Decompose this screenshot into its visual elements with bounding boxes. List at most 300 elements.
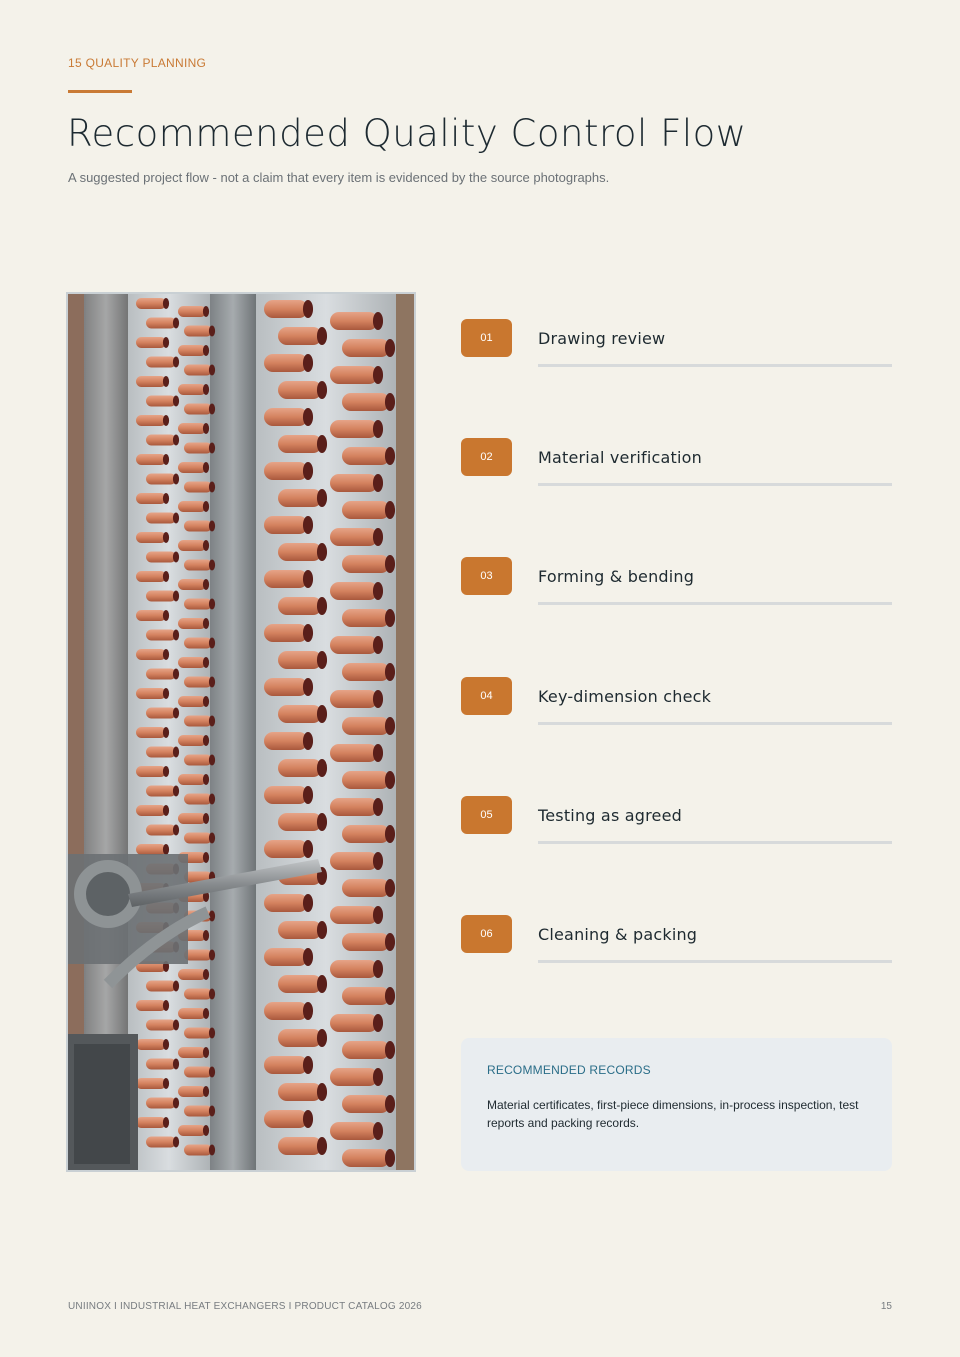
tube-opening [317,975,327,993]
copper-tube [136,532,166,543]
copper-tube [178,306,206,317]
copper-tube [330,420,378,438]
tube-opening [373,528,383,546]
tube-opening [317,1029,327,1047]
copper-tube-coil-photo [66,292,416,1172]
copper-tube [184,638,212,649]
copper-tube [264,570,308,588]
tube-opening [173,786,179,797]
copper-tube [342,933,390,951]
tube-opening [385,447,395,465]
copper-tube [278,1083,322,1101]
copper-tube [184,443,212,454]
copper-tube [136,415,166,426]
tube-opening [173,1098,179,1109]
copper-tube [184,677,212,688]
copper-tube [146,513,176,524]
copper-tube [278,1029,322,1047]
copper-tube [278,381,322,399]
copper-tube [264,786,308,804]
copper-tube [184,1067,212,1078]
tube-opening [209,677,215,688]
tube-opening [173,396,179,407]
tube-opening [373,474,383,492]
tube-opening [303,516,313,534]
tube-opening [209,443,215,454]
copper-tube [136,844,166,855]
copper-tube [184,365,212,376]
footer-page-number: 15 [880,1301,892,1312]
tube-opening [173,513,179,524]
tube-opening [209,1028,215,1039]
tube-opening [163,766,169,777]
tube-opening [317,759,327,777]
tube-opening [373,582,383,600]
records-body: Material certificates, first-piece dimensions, in-process inspection, test reports and packing records. [487,1098,859,1130]
copper-tube [330,798,378,816]
copper-tube [146,1020,176,1031]
tube-opening [303,1110,313,1128]
tube-opening [203,579,209,590]
copper-tube [342,393,390,411]
tube-opening [173,1059,179,1070]
copper-tube [278,327,322,345]
copper-tube [178,618,206,629]
tube-opening [385,663,395,681]
tube-opening [203,1086,209,1097]
tube-opening [209,755,215,766]
tube-opening [203,696,209,707]
qc-step-2 [461,438,892,488]
tube-opening [163,493,169,504]
qc-step-6 [461,915,892,965]
tube-opening [209,1145,215,1156]
tube-opening [163,298,169,309]
copper-tube [278,921,322,939]
copper-tube [330,366,378,384]
records-title: RECOMMENDED RECORDS [487,1063,651,1077]
copper-tube [264,1110,308,1128]
copper-tube [146,357,176,368]
tube-opening [209,1106,215,1117]
copper-tube [178,1125,206,1136]
copper-tube [264,1056,308,1074]
tube-opening [317,435,327,453]
copper-tube [264,624,308,642]
tube-opening [303,570,313,588]
copper-tube [330,312,378,330]
coil-illustration [68,294,414,1170]
tube-opening [163,376,169,387]
copper-tube [146,591,176,602]
copper-tube [178,540,206,551]
copper-tube [178,813,206,824]
copper-tube [330,1014,378,1032]
tube-opening [385,1149,395,1167]
tube-opening [209,404,215,415]
step-label: Key-dimension check [538,687,712,706]
copper-tube [264,948,308,966]
copper-tube [178,384,206,395]
tube-opening [163,688,169,699]
copper-tube [184,326,212,337]
tube-opening [385,1095,395,1113]
copper-tube [342,879,390,897]
tube-opening [303,1002,313,1020]
tube-opening [203,1047,209,1058]
tube-opening [163,1000,169,1011]
copper-tube [178,774,206,785]
copper-tube [264,1002,308,1020]
tube-opening [385,987,395,1005]
copper-tube [278,759,322,777]
copper-tube [178,657,206,668]
copper-tube [184,482,212,493]
copper-tube [278,651,322,669]
tube-opening [163,1117,169,1128]
copper-tube [278,813,322,831]
step-number-badge: 06 [461,915,512,953]
copper-tube [178,501,206,512]
copper-tube [146,708,176,719]
tube-opening [173,981,179,992]
copper-tube [264,840,308,858]
copper-tube [136,376,166,387]
copper-tube [264,516,308,534]
tube-opening [163,805,169,816]
copper-tube [342,609,390,627]
tube-opening [385,501,395,519]
copper-tube [342,1041,390,1059]
copper-tube [136,649,166,660]
copper-tube [146,318,176,329]
tube-opening [373,636,383,654]
tube-opening [385,879,395,897]
copper-tube [136,298,166,309]
copper-tube [178,345,206,356]
tube-opening [163,415,169,426]
recommended-records-panel [461,1038,892,1171]
tube-opening [373,960,383,978]
copper-tube [342,339,390,357]
qc-step-5 [461,796,892,846]
copper-tube [178,423,206,434]
copper-tube [146,825,176,836]
step-number-badge: 05 [461,796,512,834]
qc-step-1 [461,319,892,369]
copper-tube [184,833,212,844]
copper-tube [330,744,378,762]
tube-opening [163,1039,169,1050]
tube-opening [303,786,313,804]
tube-opening [303,354,313,372]
tube-opening [203,969,209,980]
copper-tube [264,408,308,426]
copper-tube [178,462,206,473]
tube-opening [209,482,215,493]
copper-tube [342,1095,390,1113]
step-number-badge: 02 [461,438,512,476]
tube-opening [173,435,179,446]
copper-tube [342,555,390,573]
step-divider [538,364,892,367]
tube-opening [385,555,395,573]
step-label: Material verification [538,448,702,467]
tube-opening [317,813,327,831]
tube-opening [373,798,383,816]
copper-tube [146,1137,176,1148]
copper-tube [342,447,390,465]
tube-opening [373,1122,383,1140]
step-divider [538,722,892,725]
tube-opening [303,1056,313,1074]
tube-opening [173,1020,179,1031]
tube-opening [373,366,383,384]
step-divider [538,483,892,486]
copper-tube [264,354,308,372]
copper-tube [146,396,176,407]
copper-tube [330,1068,378,1086]
tube-opening [203,384,209,395]
copper-tube [136,1000,166,1011]
step-number-badge: 03 [461,557,512,595]
tube-opening [203,735,209,746]
tube-opening [385,609,395,627]
copper-tube [146,1098,176,1109]
copper-tube [264,894,308,912]
tube-opening [317,1137,327,1155]
step-divider [538,960,892,963]
copper-tube [342,717,390,735]
tube-opening [303,300,313,318]
copper-tube [136,454,166,465]
copper-tube [342,1149,390,1167]
tube-opening [163,571,169,582]
copper-tube [178,1086,206,1097]
copper-tube [264,678,308,696]
copper-tube [136,688,166,699]
copper-tube [178,579,206,590]
tube-opening [385,1041,395,1059]
copper-tube [330,528,378,546]
copper-tube [278,489,322,507]
tube-opening [373,906,383,924]
copper-tube [278,705,322,723]
copper-tube [278,543,322,561]
tube-opening [373,312,383,330]
tube-opening [209,833,215,844]
tube-opening [385,339,395,357]
tube-opening [209,365,215,376]
tube-opening [385,717,395,735]
tube-opening [209,794,215,805]
qc-step-4 [461,677,892,727]
copper-tube [184,599,212,610]
tube-opening [203,462,209,473]
copper-tube [184,755,212,766]
tube-opening [303,840,313,858]
tube-opening [163,727,169,738]
tube-opening [385,825,395,843]
copper-tube [146,1059,176,1070]
tube-opening [209,716,215,727]
tube-opening [209,1067,215,1078]
copper-tube [342,825,390,843]
tube-opening [317,597,327,615]
tube-opening [203,501,209,512]
tube-opening [317,327,327,345]
copper-tube [330,582,378,600]
tube-opening [317,489,327,507]
copper-tube [184,989,212,1000]
tube-opening [317,543,327,561]
copper-tube [330,906,378,924]
copper-tube [342,771,390,789]
tube-opening [173,669,179,680]
step-label: Forming & bending [538,567,695,586]
copper-tube [184,716,212,727]
eyebrow-rule [68,90,132,93]
tube-opening [203,657,209,668]
page-title: Recommended Quality Control Flow [67,112,747,155]
copper-tube [184,560,212,571]
tube-opening [303,408,313,426]
copper-tube [278,975,322,993]
tube-opening [173,318,179,329]
copper-tube [330,960,378,978]
tube-opening [173,357,179,368]
copper-tube [136,805,166,816]
tube-opening [209,989,215,1000]
copper-tube [330,1122,378,1140]
tube-opening [173,552,179,563]
copper-tube [146,786,176,797]
copper-tube [342,663,390,681]
tube-opening [203,813,209,824]
tube-opening [203,345,209,356]
tube-opening [385,933,395,951]
tube-opening [203,540,209,551]
tube-opening [317,921,327,939]
tube-opening [373,690,383,708]
copper-tube [136,1078,166,1089]
tube-opening [203,618,209,629]
tube-opening [173,1137,179,1148]
tube-opening [209,911,215,922]
copper-tube [146,981,176,992]
page-subtitle: A suggested project flow - not a claim that every item is evidenced by the source photographs. [68,170,610,185]
copper-tube [184,794,212,805]
tube-opening [317,1083,327,1101]
tube-opening [209,638,215,649]
copper-tube [184,1106,212,1117]
tube-opening [163,1078,169,1089]
tube-opening [373,1014,383,1032]
tube-opening [373,744,383,762]
copper-tube [178,735,206,746]
tube-opening [209,950,215,961]
tube-opening [203,852,209,863]
tube-opening [303,624,313,642]
copper-tube [136,610,166,621]
copper-tube [330,852,378,870]
copper-tube [146,435,176,446]
tube-opening [203,930,209,941]
step-divider [538,602,892,605]
copper-tube [146,747,176,758]
copper-tube [136,571,166,582]
tube-opening [303,894,313,912]
tube-opening [163,649,169,660]
tube-opening [203,423,209,434]
copper-tube [136,766,166,777]
copper-tube [136,337,166,348]
tube-opening [173,708,179,719]
tube-opening [173,591,179,602]
tube-opening [203,1008,209,1019]
copper-tube [330,474,378,492]
tube-opening [173,747,179,758]
tube-opening [203,1125,209,1136]
qc-step-3 [461,557,892,607]
copper-tube [184,950,212,961]
step-divider [538,841,892,844]
tube-opening [373,1068,383,1086]
copper-tube [184,404,212,415]
tube-opening [163,454,169,465]
tube-opening [303,948,313,966]
copper-tube [278,435,322,453]
copper-tube [178,1047,206,1058]
tube-opening [163,532,169,543]
copper-tube [178,1008,206,1019]
copper-tube [136,1039,166,1050]
copper-tube [184,1145,212,1156]
tube-opening [385,393,395,411]
copper-tube [264,462,308,480]
tube-opening [203,306,209,317]
tube-opening [173,825,179,836]
tube-opening [303,462,313,480]
copper-tube [264,300,308,318]
tube-opening [163,844,169,855]
tube-opening [203,774,209,785]
copper-tube [136,493,166,504]
copper-tube [264,732,308,750]
copper-tube [146,474,176,485]
copper-tube [184,1028,212,1039]
step-label: Drawing review [538,329,666,348]
tube-opening [163,610,169,621]
tube-opening [317,705,327,723]
tube-opening [209,560,215,571]
tube-opening [303,678,313,696]
step-label: Testing as agreed [538,806,682,825]
tube-opening [385,771,395,789]
footer-catalog-text: UNIINOX I INDUSTRIAL HEAT EXCHANGERS I PRODUCT CATALOG 2026 [68,1301,422,1312]
copper-tube [278,1137,322,1155]
eyebrow-label: 15 QUALITY PLANNING [68,56,207,70]
copper-tube [278,597,322,615]
tube-opening [373,420,383,438]
tube-opening [173,474,179,485]
step-label: Cleaning & packing [538,925,698,944]
copper-tube [342,501,390,519]
copper-tube [136,727,166,738]
step-number-badge: 04 [461,677,512,715]
copper-tube [146,669,176,680]
tube-opening [173,630,179,641]
